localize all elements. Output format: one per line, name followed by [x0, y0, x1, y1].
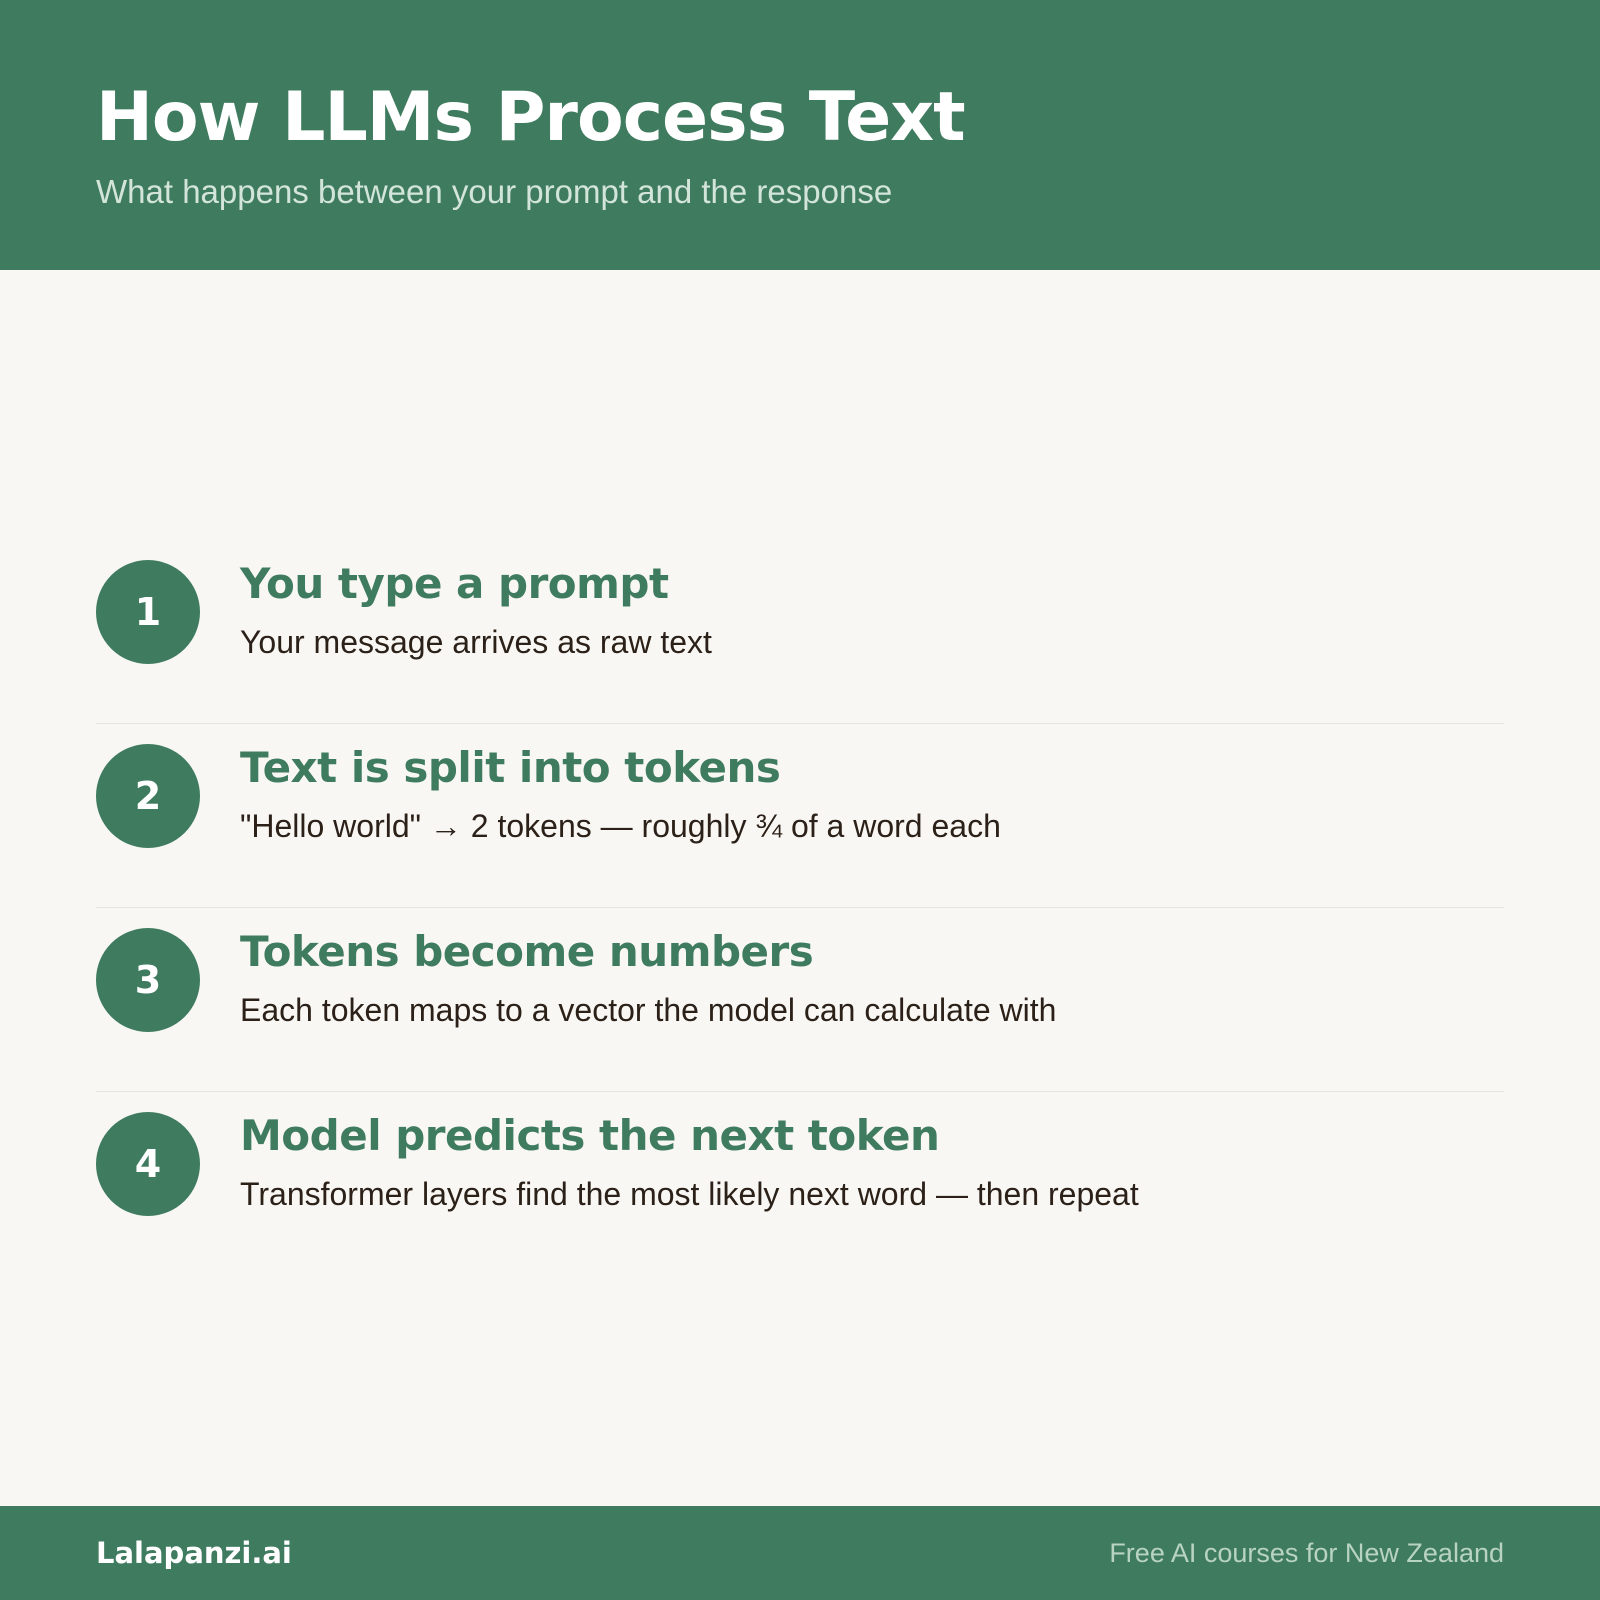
footer-tagline: Free AI courses for New Zealand: [1109, 1538, 1504, 1568]
step-description: Each token maps to a vector the model can calculate with: [240, 992, 1057, 1028]
step-number-badge: 3: [96, 928, 200, 1032]
step-item-2: [96, 724, 1504, 908]
step-item-4: [96, 1092, 1504, 1276]
page-title: How LLMs Process Text: [96, 78, 965, 157]
step-item-3: [96, 908, 1504, 1092]
step-title: Tokens become numbers: [240, 927, 814, 976]
steps-list: [96, 540, 1504, 1276]
step-title: Text is split into tokens: [240, 743, 781, 792]
step-number-badge: 4: [96, 1112, 200, 1216]
footer-bar: [0, 1506, 1600, 1600]
step-number-badge: 1: [96, 560, 200, 664]
page-subtitle: What happens between your prompt and the response: [96, 173, 893, 210]
header-banner: [0, 0, 1600, 270]
step-number-badge: 2: [96, 744, 200, 848]
step-title: You type a prompt: [240, 559, 669, 608]
step-description: Transformer layers find the most likely next word — then repeat: [240, 1176, 1139, 1212]
step-title: Model predicts the next token: [240, 1111, 940, 1160]
brand-name: Lalapanzi.ai: [96, 1536, 292, 1570]
step-description: Your message arrives as raw text: [240, 624, 712, 660]
step-item-1: [96, 540, 1504, 724]
step-description: "Hello world" → 2 tokens — roughly ¾ of a word each: [240, 808, 1001, 844]
